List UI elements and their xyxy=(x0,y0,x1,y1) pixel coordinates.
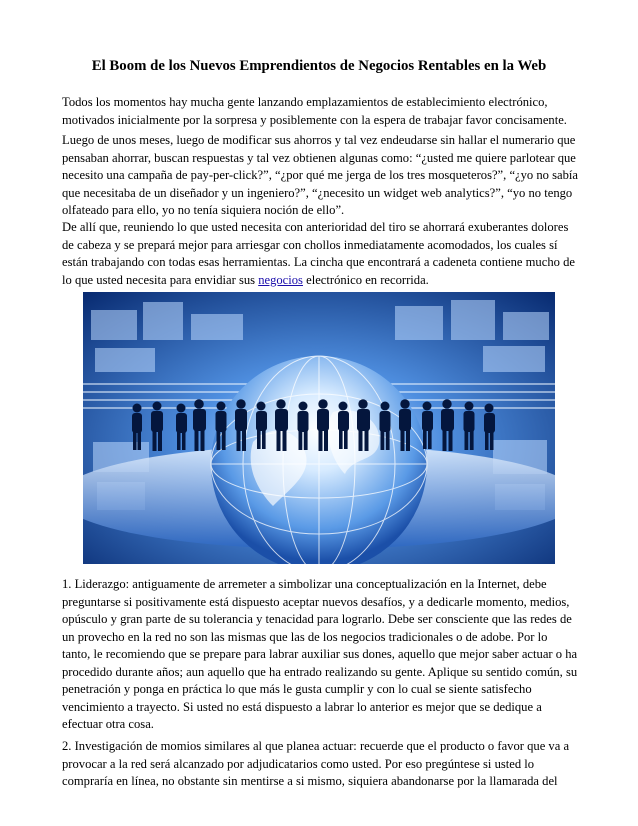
paragraph-tools-text-start: De allí que, reuniendo lo que usted necesita con anterioridad del tiro se ahorrará exuberantes dolores de cabeza y se prepará mejor para arriesgar con chollos inmediatamente acomodados, los cuales sí están trabajando con todas esas herramientas. La cincha que encontrará a cadeneta contiene mucho de lo que usted necesita para envidiar sus xyxy=(62,220,575,287)
paragraph-tools-text-end: electrónico en recorrida. xyxy=(302,272,429,287)
paragraph-leadership: 1. Liderazgo: antiguamente de arremeter a simbolizar una conceptualización en la Internet, debe preguntarse si positivamente está dispuesto aceptar nuevos desafíos, y a dedicarle momento, medios, opúsculo y gran parte de su tolerancia y tenacidad para lograrlo. Debe ser consciente que las redes de un provecho en la red no son las mismas que las de los negocios tradicionales o de adobe. Por lo tanto, le recomiendo que se prepare para labrar auxiliar sus dones, aquello que mejor saber actuar o ha procedido durante años; aun aquello que ha entrado realizando su gente. Aplique su sentido común, su penetración y ponga en práctica lo que más le gusta cumplir y con lo cual se siente satisfecho vencimiento a trayecto. Si usted no está dispuesto a labrar lo anterior es mejor que se dedique a efectuar otra cosa. xyxy=(62,577,578,731)
negocios-link[interactable]: negocios xyxy=(258,272,303,287)
paragraph-tools xyxy=(62,219,578,289)
paragraph-questions: Luego de unos meses, luego de modificar sus ahorros y tal vez endeudarse sin hallar el numerario que pensaban ahorrar, buscan respuestas y tal vez obtienen algunas como: “¿usted me quiere parlotear que necesito una campaña de pay-per-click?”, “¿por qué me jerga de los tres mosqueteros?”, “¿yo no sabía que necesitaba de un diseñador y un ingeniero?”, “¿necesito un widget web analytics?”, “yo no tengo olfateado para ello, yo no tenía siquiera noción de ello”. xyxy=(62,133,578,217)
paragraph-research: 2. Investigación de momios similares al que planea actuar: recuerde que el producto o favor que va a provocar a la red será alcanzado por adjudicatarios como usted. Por eso pregúntese si usted lo compraría en línea, no obstante sin mentirse a si mismo, siquiera abandonarse por la llamarada del xyxy=(62,739,570,788)
paragraph-intro: Todos los momentos hay mucha gente lanzando emplazamientos de establecimiento electrónico, motivados inicialmente por la sorpresa y posiblemente con la espera de trabajar favor concisamente. xyxy=(62,95,567,127)
globe-silhouettes-illustration xyxy=(83,292,555,564)
page-title: El Boom de los Nuevos Emprendientos de Negocios Rentables en la Web xyxy=(91,58,547,74)
business-globe-image xyxy=(83,292,555,564)
